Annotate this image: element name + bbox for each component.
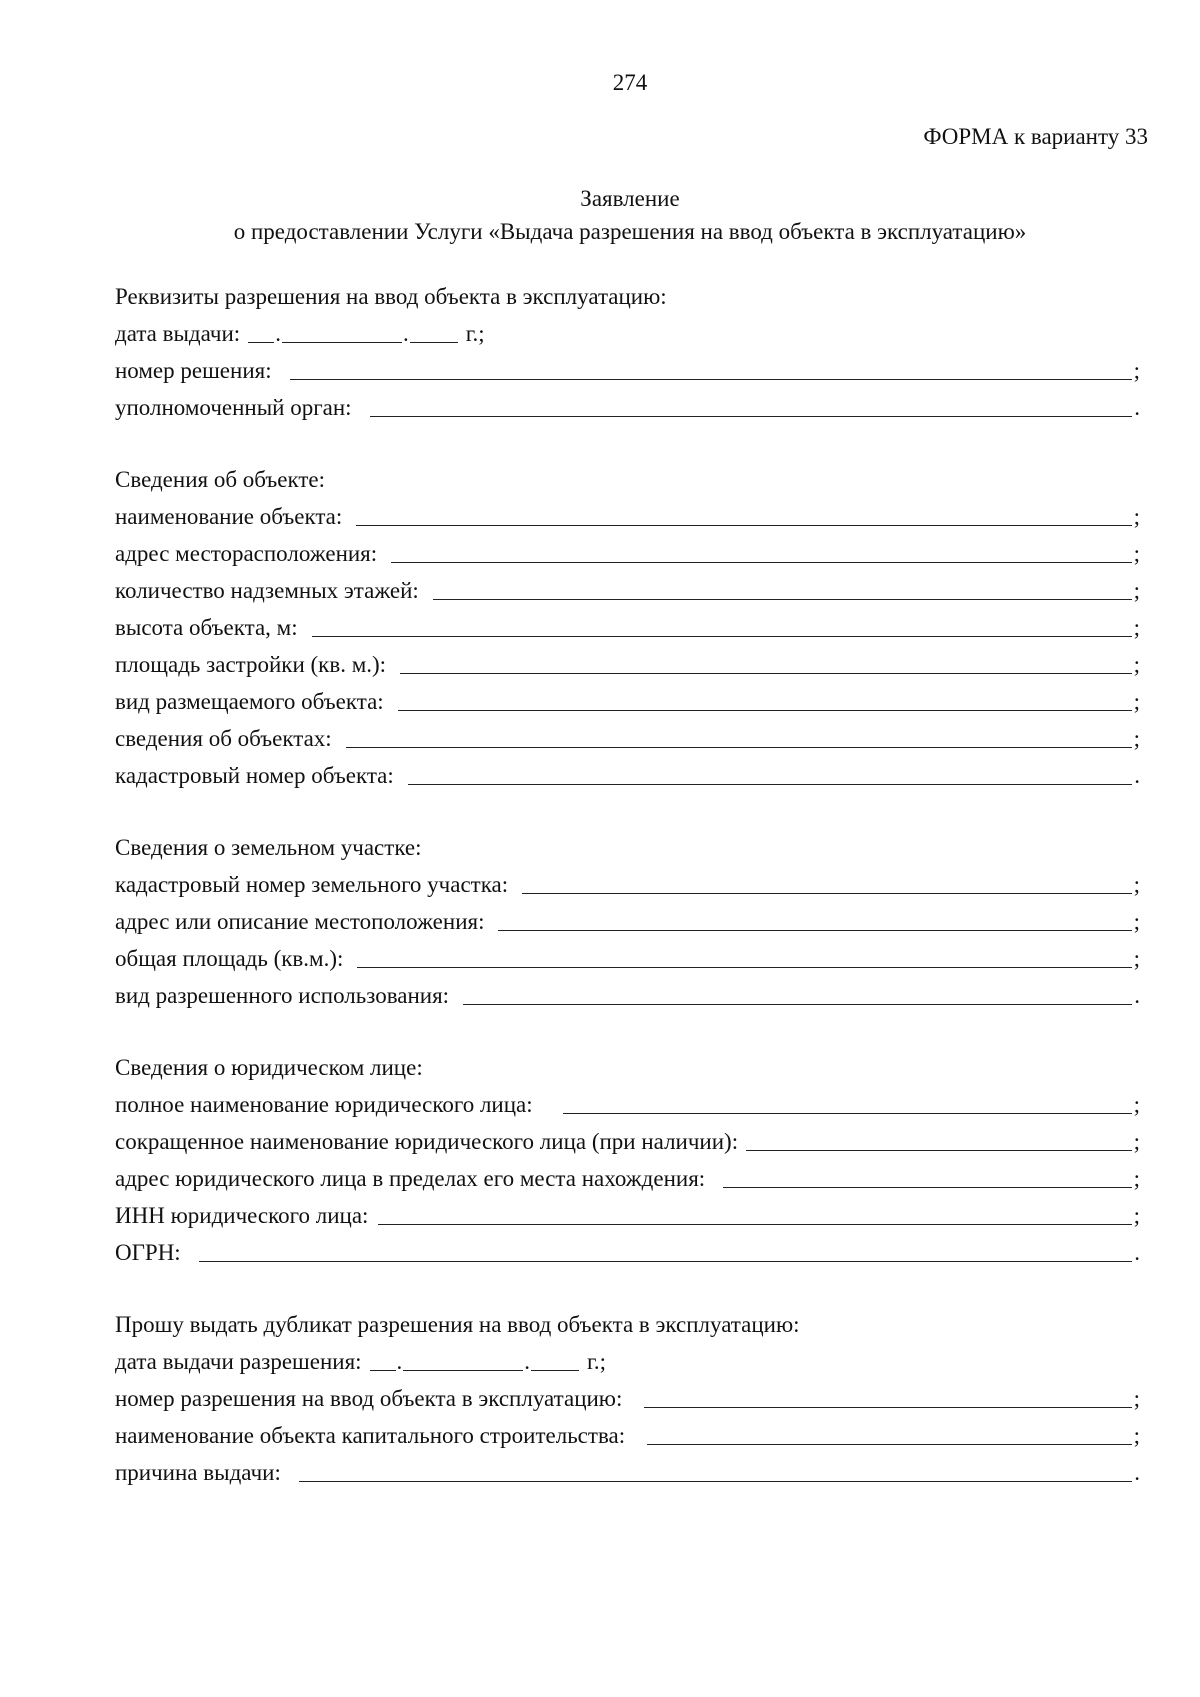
field-plot-area — [115, 940, 1140, 977]
field-permit-issue-date — [115, 1343, 1140, 1380]
field-label: дата выдачи: — [115, 321, 241, 346]
field-object-type — [115, 683, 1140, 720]
field-object-height — [115, 609, 1140, 646]
field-label: наименование объекта капитального строительства: — [115, 1423, 626, 1448]
field-end: ; — [1133, 1203, 1140, 1228]
date-day-blank[interactable] — [370, 1348, 396, 1371]
field-end: ; — [1133, 689, 1140, 714]
fill-line[interactable] — [346, 725, 1132, 748]
field-end: . — [1134, 1460, 1140, 1485]
fill-line[interactable] — [644, 1385, 1131, 1408]
page-number: 274 — [612, 70, 648, 95]
date-separator: . — [275, 321, 281, 346]
fill-line[interactable] — [356, 503, 1131, 526]
field-end: . — [1134, 1240, 1140, 1265]
date-year-blank[interactable] — [410, 320, 458, 343]
fill-line[interactable] — [357, 945, 1131, 968]
date-month-blank[interactable] — [282, 320, 402, 343]
field-end: . — [1134, 395, 1140, 420]
field-label: причина выдачи: — [115, 1460, 281, 1485]
field-label: количество надземных этажей: — [115, 578, 419, 603]
date-year-suffix: г.; — [465, 321, 485, 346]
date-input-group — [248, 315, 484, 352]
date-year-blank[interactable] — [531, 1348, 579, 1371]
fill-line[interactable] — [398, 688, 1132, 711]
date-separator: . — [402, 321, 409, 346]
field-end: ; — [1133, 1166, 1140, 1191]
field-entity-inn — [115, 1197, 1140, 1234]
date-input-group — [370, 1343, 606, 1380]
date-month-blank[interactable] — [403, 1348, 523, 1371]
field-building-area — [115, 646, 1140, 683]
fill-line[interactable] — [647, 1422, 1132, 1445]
field-label: адрес юридического лица в пределах его места нахождения: — [115, 1166, 706, 1191]
section-heading: Прошу выдать дубликат разрешения на ввод объекта в эксплуатацию: — [115, 1312, 800, 1337]
fill-line[interactable] — [378, 1202, 1131, 1225]
fill-line[interactable] — [312, 614, 1132, 637]
field-permit-number — [115, 1380, 1140, 1417]
field-label: общая площадь (кв.м.): — [115, 946, 344, 971]
field-label: ИНН юридического лица: — [115, 1203, 369, 1228]
field-objects-info — [115, 720, 1140, 757]
fill-line[interactable] — [290, 357, 1132, 380]
date-separator: . — [396, 1349, 403, 1374]
field-end: ; — [1133, 909, 1140, 934]
field-label: кадастровый номер объекта: — [115, 763, 394, 788]
field-construction-object-name — [115, 1417, 1140, 1454]
section-object-info — [115, 461, 1140, 794]
field-end: ; — [1133, 946, 1140, 971]
field-decision-number — [115, 352, 1140, 389]
field-issue-reason — [115, 1454, 1140, 1491]
field-issue-date — [115, 315, 1140, 352]
field-entity-address — [115, 1160, 1140, 1197]
field-floors-count — [115, 572, 1140, 609]
field-label: полное наименование юридического лица: — [115, 1092, 533, 1117]
form-reference: ФОРМА к варианту 33 — [923, 124, 1148, 149]
field-authority — [115, 389, 1140, 426]
field-label: наименование объекта: — [115, 504, 343, 529]
section-heading: Сведения о земельном участке: — [115, 835, 422, 860]
field-end: ; — [1133, 1386, 1140, 1411]
date-year-suffix: г.; — [587, 1349, 607, 1374]
field-end: ; — [1133, 504, 1140, 529]
fill-line[interactable] — [370, 394, 1133, 417]
field-plot-location — [115, 903, 1140, 940]
field-end: ; — [1133, 578, 1140, 603]
fill-line[interactable] — [522, 871, 1131, 894]
fill-line[interactable] — [498, 908, 1131, 931]
field-end: ; — [1133, 726, 1140, 751]
date-separator: . — [524, 1349, 531, 1374]
section-heading: Сведения об объекте: — [115, 467, 326, 492]
field-label: кадастровый номер земельного участка: — [115, 872, 509, 897]
field-label: адрес месторасположения: — [115, 541, 378, 566]
field-end: ; — [1133, 615, 1140, 640]
field-label: номер разрешения на ввод объекта в эксплуатацию: — [115, 1386, 623, 1411]
field-label: дата выдачи разрешения: — [115, 1349, 362, 1374]
field-end: ; — [1133, 541, 1140, 566]
field-label: площадь застройки (кв. м.): — [115, 652, 387, 677]
field-entity-short-name — [115, 1123, 1140, 1160]
document-title — [0, 182, 1200, 248]
field-end: ; — [1133, 652, 1140, 677]
section-duplicate-request — [115, 1306, 1140, 1491]
fill-line[interactable] — [433, 577, 1132, 600]
field-end: ; — [1133, 872, 1140, 897]
field-entity-full-name — [115, 1086, 1140, 1123]
fill-line[interactable] — [400, 651, 1132, 674]
field-label: адрес или описание местоположения: — [115, 909, 485, 934]
fill-line[interactable] — [408, 762, 1132, 785]
field-permitted-use — [115, 977, 1140, 1014]
field-end: ; — [1133, 1129, 1140, 1154]
fill-line[interactable] — [199, 1239, 1133, 1262]
section-land-plot — [115, 829, 1140, 1014]
field-end: . — [1134, 983, 1140, 1008]
section-permit-details — [115, 278, 1140, 426]
title-line-1: Заявление — [580, 186, 680, 211]
date-day-blank[interactable] — [248, 320, 274, 343]
fill-line[interactable] — [463, 982, 1132, 1005]
section-legal-entity — [115, 1049, 1140, 1271]
field-end: ; — [1133, 1423, 1140, 1448]
fill-line[interactable] — [299, 1459, 1132, 1482]
field-label: сведения об объектах: — [115, 726, 332, 751]
field-entity-ogrn — [115, 1234, 1140, 1271]
field-label: номер решения: — [115, 358, 272, 383]
title-line-2: о предоставлении Услуги «Выдача разрешения на ввод объекта в эксплуатацию» — [233, 219, 1027, 244]
field-label: вид размещаемого объекта: — [115, 689, 384, 714]
section-heading: Реквизиты разрешения на ввод объекта в эксплуатацию: — [115, 284, 667, 309]
field-end: ; — [1133, 358, 1140, 383]
field-label: высота объекта, м: — [115, 615, 298, 640]
field-label: ОГРН: — [115, 1240, 181, 1265]
fill-line[interactable] — [563, 1091, 1132, 1114]
field-object-name — [115, 498, 1140, 535]
field-object-cadastral-number — [115, 757, 1140, 794]
form-body — [115, 278, 1140, 1526]
field-label: уполномоченный орган: — [115, 395, 352, 420]
section-heading: Сведения о юридическом лице: — [115, 1055, 423, 1080]
field-object-address — [115, 535, 1140, 572]
fill-line[interactable] — [723, 1165, 1131, 1188]
field-label: вид разрешенного использования: — [115, 983, 450, 1008]
fill-line[interactable] — [746, 1128, 1132, 1151]
field-end: ; — [1133, 1092, 1140, 1117]
fill-line[interactable] — [391, 540, 1131, 563]
field-end: . — [1134, 763, 1140, 788]
field-label: сокращенное наименование юридического лица (при наличии): — [115, 1129, 739, 1154]
field-plot-cadastral-number — [115, 866, 1140, 903]
